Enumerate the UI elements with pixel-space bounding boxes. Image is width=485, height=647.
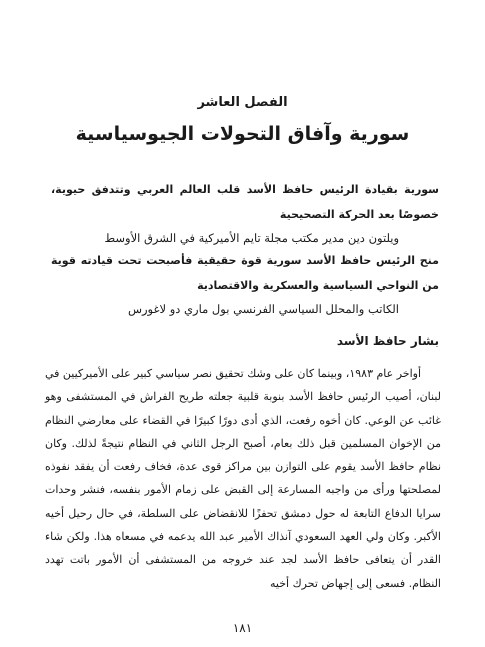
quote-text: سورية بقيادة الرئيس حافظ الأسد قلب العالم العربي وتتدفق حيوية، خصوصًا بعد الحركة التصحيحية	[51, 183, 439, 221]
epigraph-quote	[51, 177, 439, 249]
quote-text: منح الرئيس حافظ الأسد سورية قوة حقيقية فأصبحت تحت قيادته قوية من النواحي السياسية والعسكرية والاقتصادية	[51, 254, 439, 292]
section-heading: بشار حافظ الأسد	[336, 334, 439, 348]
chapter-title: سورية وآفاق التحولات الجيوسياسية	[75, 123, 410, 145]
page-number: ١٨١	[232, 621, 253, 635]
chapter-label: الفصل العاشر	[197, 95, 288, 110]
quote-source: الكاتب والمحلل السياسي الفرنسي بول ماري دو لاغورس	[127, 302, 399, 316]
quote-source: ويلتون دين مدير مكتب مجلة تايم الأميركية في الشرق الأوسط	[104, 231, 399, 245]
epigraph-quote	[51, 248, 439, 320]
body-paragraph: أواخر عام ١٩٨٣، وبينما كان على وشك تحقيق نصر سياسي كبير على الأميركيين في لبنان، أصيب الرئيس حافظ الأسد بنوبة قلبية جعلته طريح الفراش في المستشفى وهو غائب عن الوعي. كان أخوه رفعت، الذي أدى دورًا كبيرًا في القضاء على معارضي النظام من الإخوان المسلمين قبل ذلك بعام، أصبح الرجل الثاني في النظام نتيجةً لذلك. وكان نظام حافظ الأسد يقوم على التوازن بين مراكز قوى عدة، فخاف رفعت أن يفقد نفوذه لمصلحتها ورأى من واجبه المسارعة إلى القبض على زمام الأمور بنفسه، فنشر وحدات سرايا الدفاع التابعة له حول دمشق تحفزًا للانقضاض على السلطة، في حال رحيل أخيه الأكبر. وكان ولي العهد السعودي آنذاك الأمير عبد الله يدعمه في مسعاه هذا. ولكن شاء القدر أن يتعافى حافظ الأسد لجد عند خروجه من المستشفى أن الأمور باتت تهدد النظام. فسعى إلى إجهاض تحرك أخيه	[45, 367, 441, 590]
